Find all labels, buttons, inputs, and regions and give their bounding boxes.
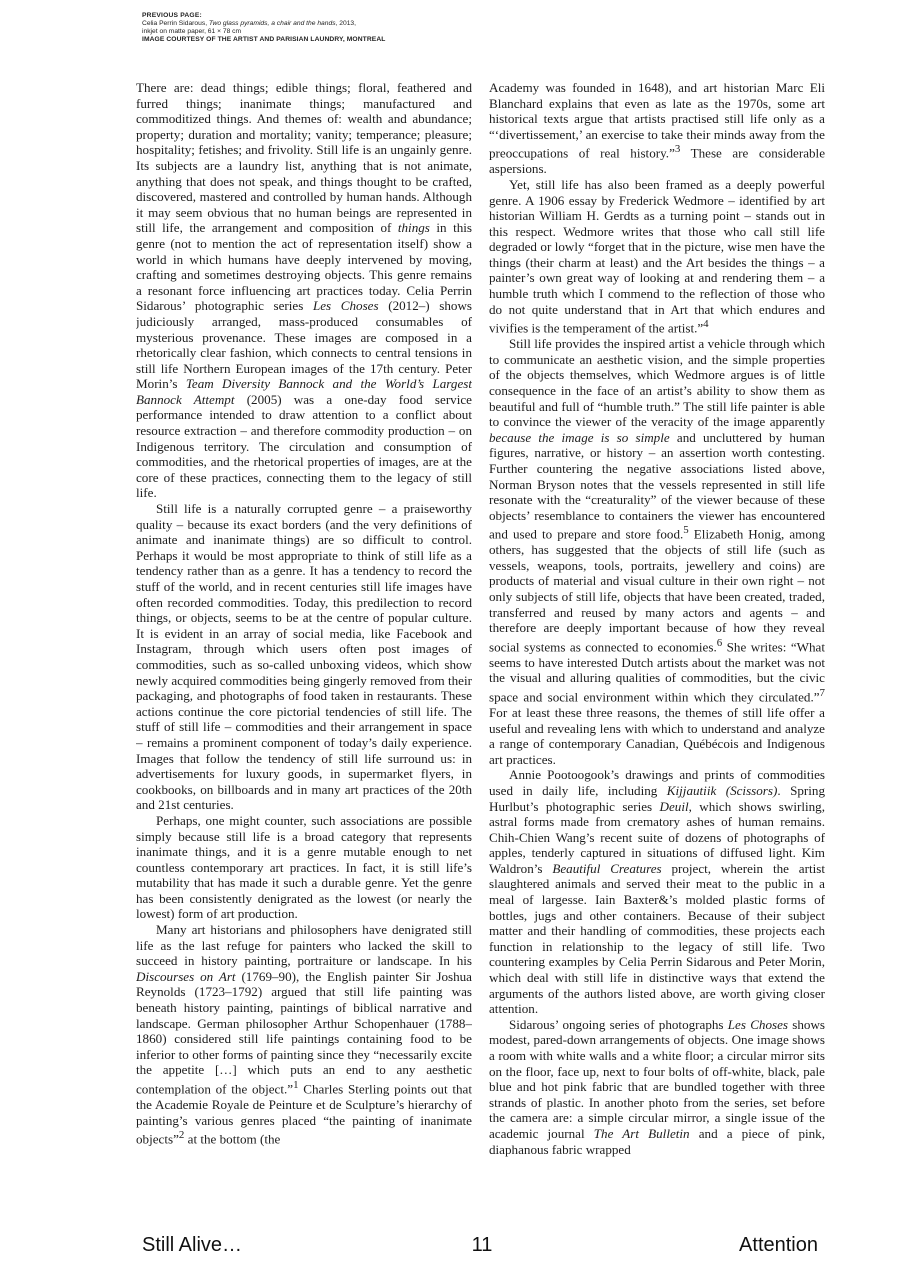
paragraph: Still life provides the inspired artist a vehicle through which to communicate an aesthetic vision, and the simple properties of the objects themselves, which Wedmore argues is of little consequence in the face of an artist’s ability to show them as beautiful and full of “humble truth.” The still life painter is able to convince the viewer of the veracity of the image apparently because the image is so simple and uncluttered by human figures, narrative, or history – an assertion worth contesting. Further countering the negative associations listed above, Norman Bryson notes that the vessels represented in still life resonate with the “creaturality” of the viewer because of these objects’ resemblance to containers the viewer has encountered and used to prepare and store food.$^5$ Elizabeth Honig, among others, has suggested that the objects of still life (such as vessels, weapons, tools, portraits, jewellery and coins) are products of material and visual culture in their own right – not only subjects of still life, objects that have been created, traded, transferred and reused by many actors and agents – and therefore are deeply important because of how they reveal social systems as connected to economies.$^6$ She writes: “What seems to have interested Dutch artists about the market was not the visual and alluring qualities of commodities, but the civic space and social environment within which they circulated.”$^7$ For at least these three reasons, the themes of still life offer a useful and revealing lens with which to understand and analyze a range of contemporary Canadian, Québécois and Indigenous art practices. (489, 336, 825, 767)
left-text-column (136, 80, 472, 1218)
page-number: 11 (471, 1234, 493, 1256)
paragraph: Annie Pootoogook’s drawings and prints of commodities used in daily life, including Kijjautiik (Scissors). Spring Hurlbut’s photographic series Deuil, which shows swirling, astral forms made from crematory ashes of human remains. Chih-Chien Wang’s recent suite of dozens of photographs of apples, tenderly captured in situations of diffused light. Kim Waldron’s Beautiful Creatures project, wherein the artist slaughtered animals and served their meat to the public in a meal of largesse. Iain Baxter&’s molded plastic forms of bottles, jugs and other containers. Because of their subject matter and their handling of commodities, these projects each function in relationship to the legacy of still life. Two countering examples by Celia Perrin Sidarous and Peter Morin, which deal with still life in distinctive ways that extend the arguments of the authors listed above, are worth giving closer attention. (489, 767, 825, 1017)
paragraph: Perhaps, one might counter, such associations are possible simply because still life is a broad category that represents inanimate things, and it is a genre mutable enough to net countless contemporary art practices. In fact, it is still life’s mutability that has made it such a durable genre. Yet the genre has been consistently denigrated as the lowest (or nearly the lowest) form of art production. (136, 812, 472, 922)
caption-artwork-title: Two glass pyramids, a chair and the hands (208, 20, 336, 27)
paragraph: Many art historians and philosophers have denigrated still life as the last refuge for painters who lacked the skill to succeed in history painting, portraiture or landscape. In his Discourses on Art (1769–90), the English painter Sir Joshua Reynolds (1723–1792) argued that still life painting was beneath history painting, paintings of biblical narrative and landscape. German philosopher Arthur Schopenhauer (1788–1860) considered still life paintings containing food to be inferior to other forms of painting since they “necessarily excite the appetite […] which puts an end to any aesthetic contemplation of the object.”$^1$ Charles Sterling points out that the Academie Royale de Peinture et de Sculpture’s hierarchy of painting’s various genres placed “the painting of inanimate objects”$^2$ at the bottom (the (136, 922, 472, 1147)
image-caption (142, 12, 562, 44)
paragraph: Sidarous’ ongoing series of photographs Les Choses shows modest, pared-down arrangements of objects. One image shows a room with white walls and a white floor; a circular mirror sits on the floor, face up, next to four bolts of off-white, black, pale blue and hot pink fabric that are bundled together with three strands of plastic. In another photo from the series, set before the camera are: a simple circular mirror, a single issue of the academic journal The Art Bulletin and a piece of pink, diaphanous fabric wrapped (489, 1016, 825, 1157)
running-footer-section: Attention (739, 1234, 818, 1256)
paragraph: Academy was founded in 1648), and art historian Marc Eli Blanchard explains that even as late as the 1970s, some art historical texts argue that artists practised still life only as a “‘divertissement,’ an exercise to take their minds away from the preoccupations of real history.”$^3$ These are considerable aspersions. (489, 80, 825, 177)
footnote-ref[interactable]: 5 (683, 524, 689, 537)
footnote-ref[interactable]: 2 (178, 1129, 185, 1142)
caption-line-1 (142, 20, 562, 28)
paragraph: There are: dead things; edible things; floral, feathered and furred things; inanimate things; manufactured and commoditized things. And themes of: wealth and abundance; property; duration and mortality; vanity; temperance; pleasure; hospitality; fetishes; and frivolity. Still life is an ungainly genre. Its subjects are a laundry list, anything that is not animate, anything that does not speak, and things thought to be crafted, discovered, mastered and controlled by human hands. Although it may seem obvious that no human beings are represented in still life, the arrangement and composition of things in this genre (not to mention the act of representation itself) show a world in which humans have deeply intervened by moving, crafting and sometimes destroying objects. This genre remains a resonant force influencing art practices today. Celia Perrin Sidarous’ photographic series Les Choses (2012–) shows judiciously arranged, mass-produced consumables of mysterious provenance. These images are composed in a rhetorically clear fashion, which connects to central tensions in still life Northern European images of the 17th century. Peter Morin’s Team Diversity Bannock and the World’s Largest Bannock Attempt (2005) was a one-day food service performance intended to draw attention to a conflict about resource extraction – and therefore commodity production – on Indigenous territory. The circulation and consumption of commodities, and the rhetorical properties of images, are at the core of these practices, connecting them to the legacy of still life. (136, 80, 472, 501)
footnote-ref[interactable]: 7 (819, 687, 825, 699)
footnote-ref[interactable]: 3 (674, 143, 681, 156)
caption-label: PREVIOUS PAGE: (142, 12, 202, 19)
right-text-column (489, 80, 825, 1218)
footnote-ref[interactable]: 1 (293, 1079, 299, 1091)
running-footer-title: Still Alive… (142, 1234, 243, 1256)
caption-credit: IMAGE COURTESY OF THE ARTIST AND PARISIAN LAUNDRY, MONTREAL (142, 36, 386, 43)
paragraph: Yet, still life has also been framed as a deeply powerful genre. A 1906 essay by Frederick Wedmore – identified by art historian William H. Gerdts as a turning point – stands out in this respect. Wedmore writes that those who call still life degraded or lowly “forget that in the picture, wise men have the things (their charm at least) and the Art besides the things – a painter’s own great way of looking at and rendering them – a humble truth which I commend to the reflection of those who do not quite understand that in Art that which endures and vivifies is the temperament of the artist.”$^4$ (489, 176, 825, 336)
caption-year: , 2013, (335, 20, 356, 27)
footnote-ref[interactable]: 4 (703, 318, 709, 331)
caption-line-2: inkjet on matte paper, 61 × 78 cm (142, 28, 242, 35)
footnote-ref[interactable]: 6 (716, 636, 723, 649)
caption-artist: Celia Perrin Sidarous, (142, 20, 209, 27)
paragraph: Still life is a naturally corrupted genre – a praiseworthy quality – because its exact borders (and the very definitions of animate and inanimate things) are so difficult to control. Perhaps it would be most appropriate to think of still life as a tendency rather than as a genre. It has a tendency to record the stuff of the world, and in recent centuries still life images have often recorded commodities. Today, this predilection to record things, or objects, seems to be at the centre of popular culture. It is evident in an array of social media, like Facebook and Instagram, through which users often post images of commodities, such as so-called unboxing videos, which show newly acquired commodities being gingerly removed from their packaging, and photographs of food taken in restaurants. These actions continue the core pictorial tendencies of still life. The stuff of still life – commodities and their arrangement in space – remains a prominent component of today’s daily experience. Images that follow the tendency of still life surround us: in advertisements for luxury goods, in supermarket flyers, in cookbooks, on billboards and in many art practices of the 20th and 21st centuries. (136, 501, 472, 813)
